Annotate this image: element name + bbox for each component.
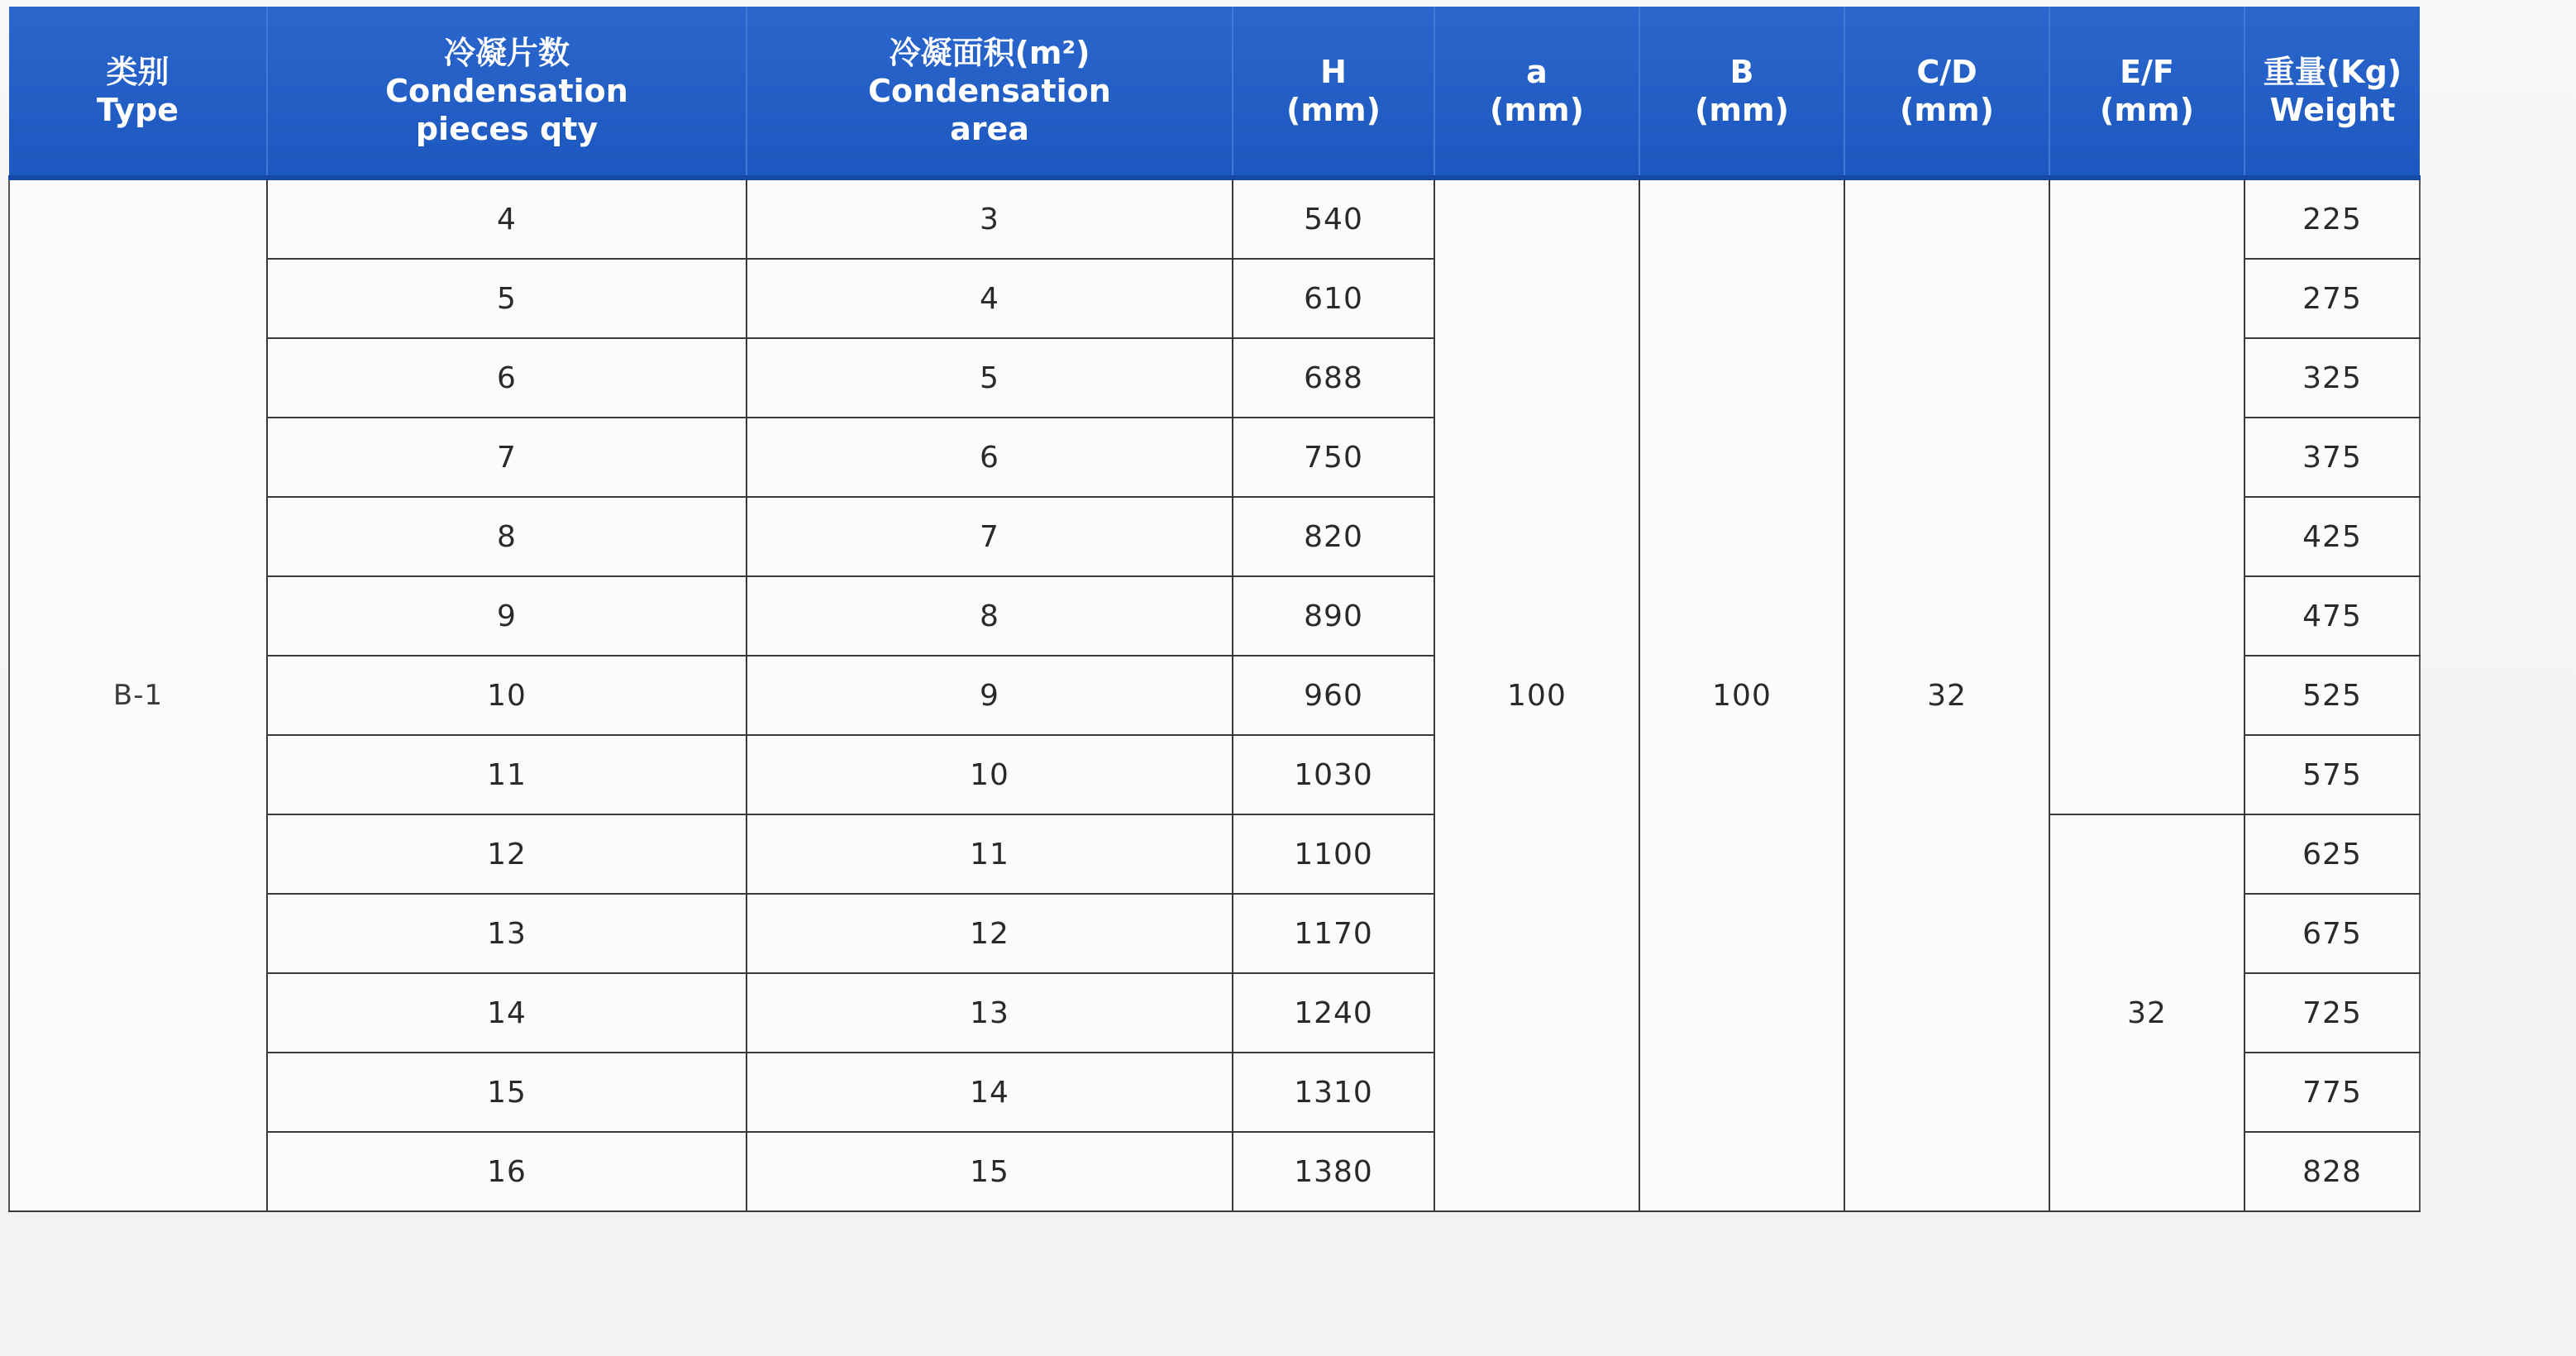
- weight-cell: 775: [2244, 1053, 2420, 1132]
- table-body: [9, 178, 2420, 1211]
- a-cell: 100: [1434, 178, 1639, 1211]
- h-cell: 688: [1233, 338, 1434, 418]
- qty-cell: 12: [267, 814, 747, 894]
- weight-cell: 325: [2244, 338, 2420, 418]
- qty-cell: 13: [267, 894, 747, 973]
- header-a-label: a: [1526, 54, 1548, 90]
- ef-upper-cell: [2049, 178, 2244, 814]
- qty-cell: 10: [267, 656, 747, 735]
- header-area-en1: Condensation: [868, 73, 1111, 109]
- header-cd-label: C/D: [1916, 54, 1977, 90]
- area-cell: 15: [747, 1132, 1233, 1211]
- weight-cell: 475: [2244, 576, 2420, 656]
- area-cell: 3: [747, 178, 1233, 259]
- qty-cell: 16: [267, 1132, 747, 1211]
- h-cell: 750: [1233, 418, 1434, 497]
- area-cell: 8: [747, 576, 1233, 656]
- header-ef: [2049, 7, 2244, 178]
- h-cell: 1310: [1233, 1053, 1434, 1132]
- h-cell: 1240: [1233, 973, 1434, 1053]
- area-cell: 6: [747, 418, 1233, 497]
- h-cell: 1030: [1233, 735, 1434, 814]
- header-qty-en2: pieces qty: [415, 111, 599, 147]
- header-h-unit: (mm): [1286, 92, 1381, 128]
- weight-cell: 675: [2244, 894, 2420, 973]
- header-qty-en1: Condensation: [385, 73, 628, 109]
- qty-cell: 14: [267, 973, 747, 1053]
- header-weight-en: Weight: [2269, 92, 2396, 128]
- header-area-zh: 冷凝面积(m²): [889, 35, 1090, 71]
- weight-cell: 275: [2244, 259, 2420, 338]
- header-b-unit: (mm): [1695, 92, 1789, 128]
- header-qty-zh: 冷凝片数: [443, 35, 570, 71]
- header-row: [9, 7, 2420, 178]
- weight-cell: 575: [2244, 735, 2420, 814]
- area-cell: 7: [747, 497, 1233, 576]
- b-cell: 100: [1639, 178, 1844, 1211]
- header-ef-unit: (mm): [2100, 92, 2194, 128]
- area-cell: 4: [747, 259, 1233, 338]
- weight-cell: 225: [2244, 178, 2420, 259]
- header-weight: [2244, 7, 2420, 178]
- header-type-zh: 类别: [106, 54, 169, 90]
- h-cell: 610: [1233, 259, 1434, 338]
- qty-cell: 9: [267, 576, 747, 656]
- header-cd: [1844, 7, 2049, 178]
- weight-cell: 375: [2244, 418, 2420, 497]
- header-a-unit: (mm): [1490, 92, 1584, 128]
- area-cell: 11: [747, 814, 1233, 894]
- header-area-en2: area: [950, 111, 1029, 147]
- qty-cell: 4: [267, 178, 747, 259]
- weight-cell: 525: [2244, 656, 2420, 735]
- qty-cell: 8: [267, 497, 747, 576]
- header-cd-unit: (mm): [1900, 92, 1994, 128]
- h-cell: 1380: [1233, 1132, 1434, 1211]
- spec-table: [8, 7, 2421, 1212]
- area-cell: 9: [747, 656, 1233, 735]
- weight-cell: 625: [2244, 814, 2420, 894]
- cd-cell: 32: [1844, 178, 2049, 1211]
- h-cell: 960: [1233, 656, 1434, 735]
- area-cell: 14: [747, 1053, 1233, 1132]
- h-cell: 890: [1233, 576, 1434, 656]
- qty-cell: 15: [267, 1053, 747, 1132]
- qty-cell: 5: [267, 259, 747, 338]
- h-cell: 820: [1233, 497, 1434, 576]
- header-ef-label: E/F: [2120, 54, 2174, 90]
- header-type: [9, 7, 267, 178]
- qty-cell: 11: [267, 735, 747, 814]
- table-header: [9, 7, 2420, 178]
- weight-cell: 425: [2244, 497, 2420, 576]
- weight-cell: 828: [2244, 1132, 2420, 1211]
- header-b-label: B: [1729, 54, 1754, 90]
- area-cell: 5: [747, 338, 1233, 418]
- area-cell: 13: [747, 973, 1233, 1053]
- area-cell: 10: [747, 735, 1233, 814]
- header-b: [1639, 7, 1844, 178]
- h-cell: 1100: [1233, 814, 1434, 894]
- h-cell: 540: [1233, 178, 1434, 259]
- h-cell: 1170: [1233, 894, 1434, 973]
- area-cell: 12: [747, 894, 1233, 973]
- header-type-en: Type: [96, 92, 179, 128]
- type-cell: B-1: [9, 178, 267, 1211]
- table-row: [9, 178, 2420, 259]
- header-area: [747, 7, 1233, 178]
- header-qty: [267, 7, 747, 178]
- header-h: [1233, 7, 1434, 178]
- weight-cell: 725: [2244, 973, 2420, 1053]
- header-a: [1434, 7, 1639, 178]
- table-row: [9, 814, 2420, 894]
- spec-table-wrapper: [8, 7, 2419, 1212]
- header-weight-zh: 重量(Kg): [2263, 54, 2402, 90]
- qty-cell: 6: [267, 338, 747, 418]
- ef-lower-cell: 32: [2049, 814, 2244, 1211]
- header-h-label: H: [1320, 54, 1347, 90]
- qty-cell: 7: [267, 418, 747, 497]
